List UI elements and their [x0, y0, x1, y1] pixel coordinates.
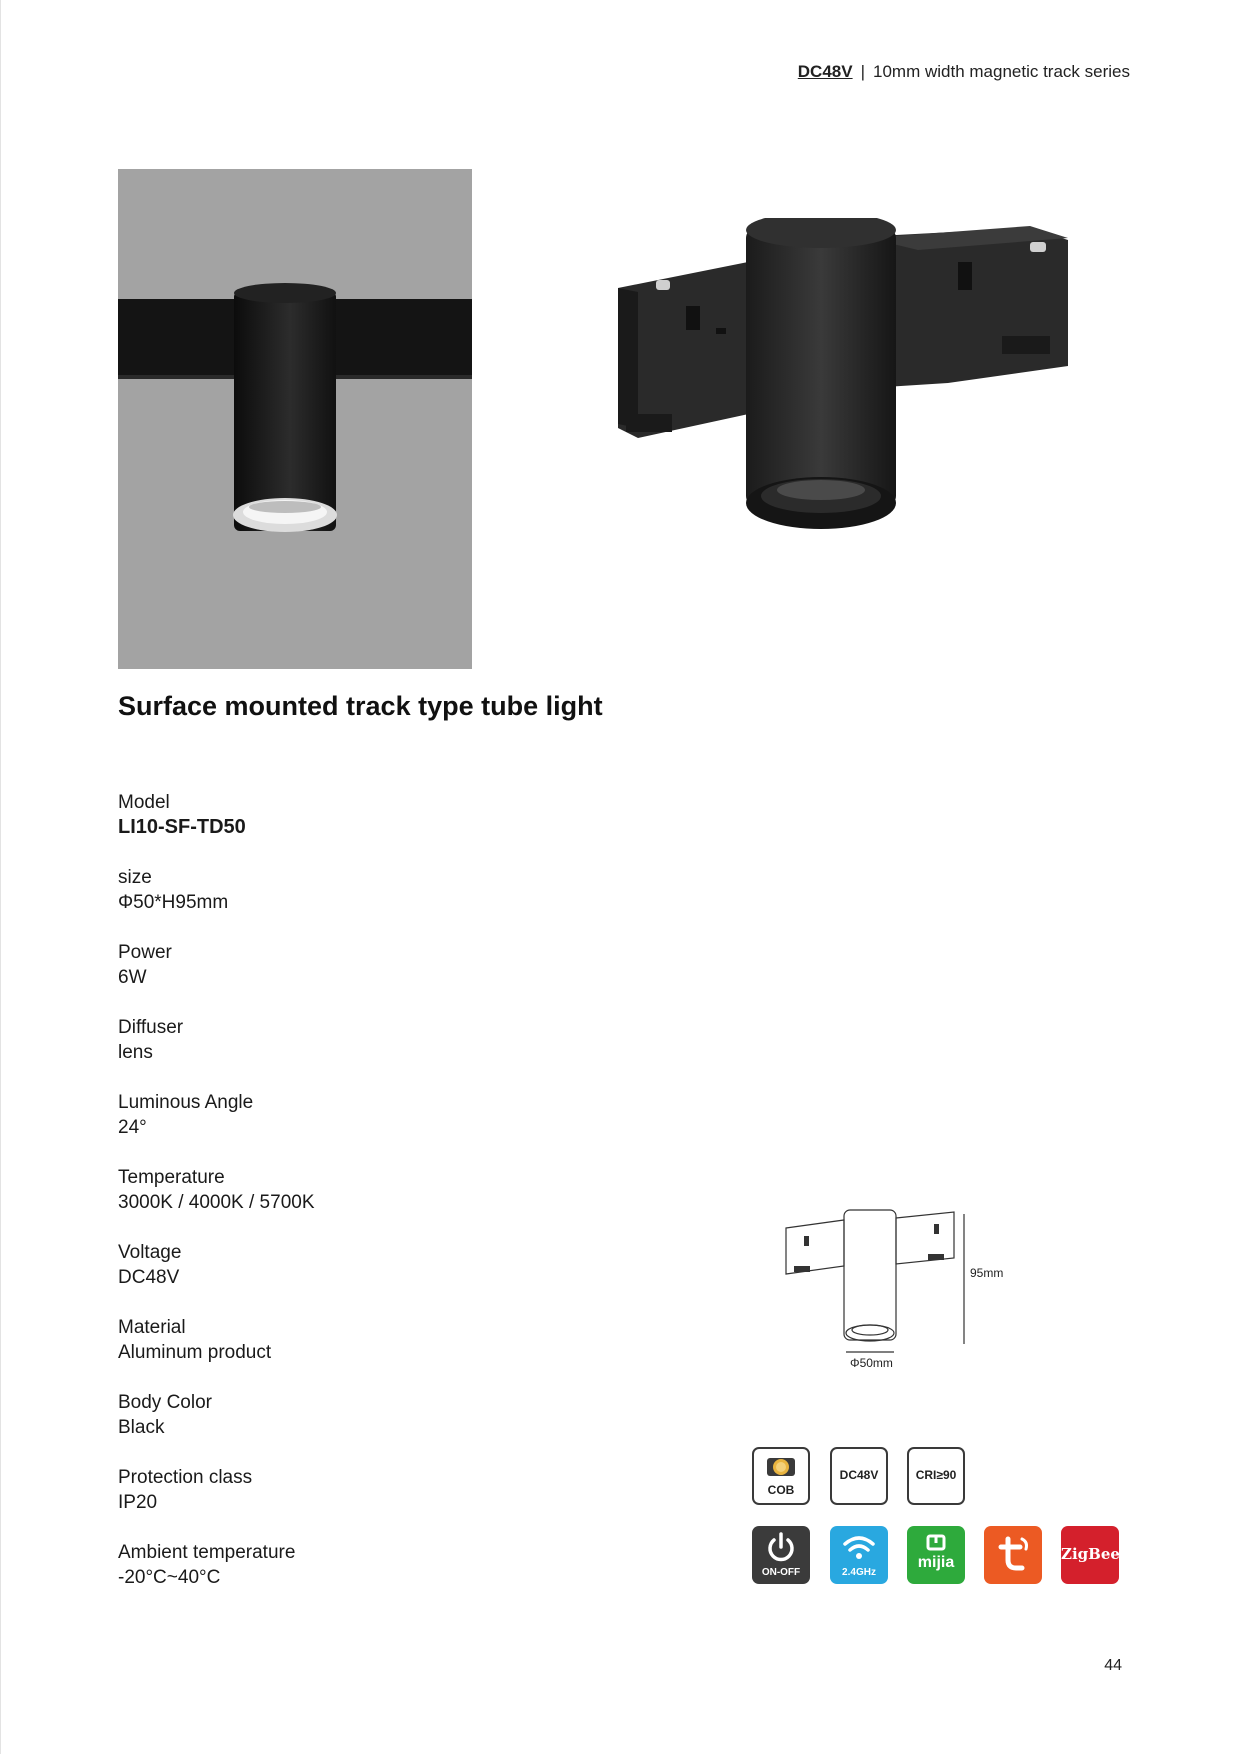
spec-temperature [118, 1165, 518, 1215]
tuya-icon [984, 1526, 1042, 1584]
spec-value: LI10-SF-TD50 [118, 816, 246, 838]
series-code: DC48V [797, 62, 853, 81]
spec-label: Material [118, 1317, 186, 1338]
spec-label: size [118, 867, 152, 888]
feature-on-off [752, 1526, 810, 1584]
spec-value: Φ50*H95mm [118, 892, 229, 913]
spec-model [118, 790, 518, 840]
feature-tuya [984, 1526, 1042, 1584]
spec-value: 24° [118, 1117, 147, 1138]
spec-voltage [118, 1240, 518, 1290]
spec-material [118, 1315, 518, 1365]
spec-label: Voltage [118, 1242, 182, 1263]
feature-2-4ghz [830, 1526, 888, 1584]
zigbee-icon: ZigBee [1061, 1545, 1120, 1563]
spec-label: Power [118, 942, 172, 963]
spec-label: Ambient temperature [118, 1542, 296, 1563]
spec-diffuser [118, 1015, 518, 1065]
feature-label: DC48V [839, 1468, 879, 1482]
spec-label: Temperature [118, 1167, 225, 1188]
page-number: 44 [1104, 1657, 1122, 1674]
dimension-diameter-label: Φ50mm [850, 1356, 893, 1370]
spec-size [118, 865, 518, 915]
feature-mijia [907, 1526, 965, 1584]
series-name: 10mm width magnetic track series [873, 62, 1130, 81]
feature-label: ON-OFF [761, 1567, 801, 1578]
spec-value: Aluminum product [118, 1342, 272, 1363]
feature-label: COB [767, 1483, 795, 1497]
spec-protection-class [118, 1465, 518, 1515]
power-icon [752, 1528, 810, 1566]
dimension-height-label: 95mm [970, 1266, 1004, 1280]
product-title: Surface mounted track type tube light [118, 691, 603, 721]
spec-value: lens [118, 1042, 153, 1063]
feature-cob [752, 1447, 810, 1505]
spec-value: Black [118, 1417, 165, 1438]
page-margin-line [0, 0, 1, 1754]
spec-label: Body Color [118, 1392, 212, 1413]
spec-value: 6W [118, 967, 147, 988]
spec-luminous-angle [118, 1090, 518, 1140]
spec-label: Protection class [118, 1467, 253, 1488]
spec-label: Luminous Angle [118, 1092, 254, 1113]
spec-value: -20°C~40°C [118, 1567, 221, 1588]
wifi-icon [830, 1528, 888, 1566]
spec-power [118, 940, 518, 990]
feature-label: mijia [917, 1554, 955, 1571]
spec-value: DC48V [118, 1267, 180, 1288]
product-render [618, 218, 1074, 606]
feature-label: 2.4GHz [842, 1567, 876, 1578]
feature-cri [907, 1447, 965, 1505]
header-separator: | [860, 62, 866, 81]
spec-label: Model [118, 792, 170, 813]
dimension-line-drawing [784, 1206, 1014, 1374]
spec-value: 3000K / 4000K / 5700K [118, 1192, 315, 1213]
dimension-drawing [784, 1206, 1014, 1374]
feature-dc48v [830, 1447, 888, 1505]
series-header [798, 62, 1130, 82]
feature-zigbee [1061, 1526, 1119, 1584]
spec-ambient-temperature [118, 1540, 518, 1590]
spec-body-color [118, 1390, 518, 1440]
spec-value: IP20 [118, 1492, 158, 1513]
feature-label: CRI≥90 [915, 1468, 957, 1482]
product-installed-photo [118, 169, 472, 669]
spec-label: Diffuser [118, 1017, 184, 1038]
